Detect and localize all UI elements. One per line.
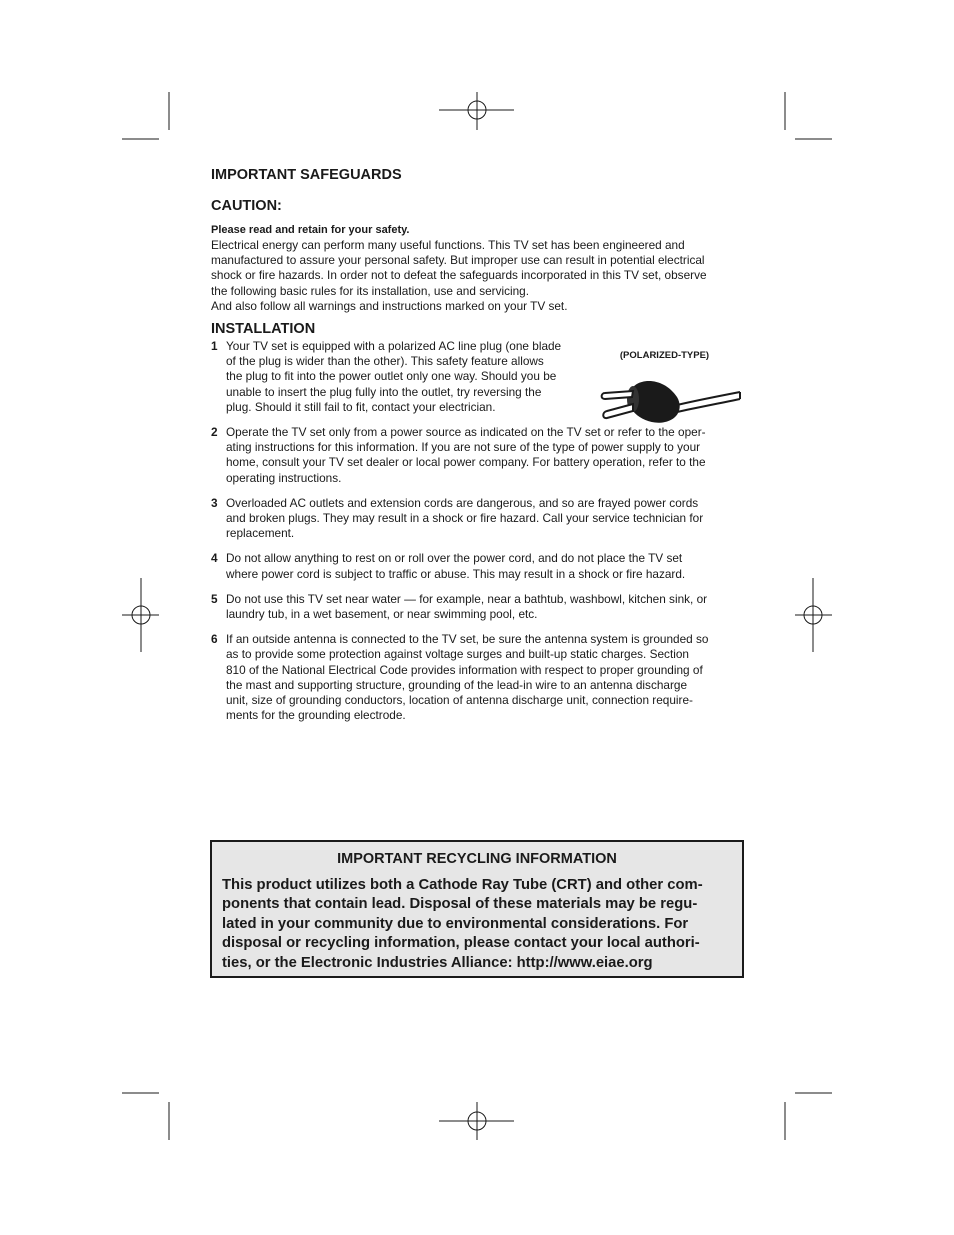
item-line: Overloaded AC outlets and extension cords are dangerous, and so are frayed power cords [226, 495, 699, 510]
figure-caption: (POLARIZED-TYPE) [619, 350, 710, 361]
recycling-title: IMPORTANT RECYCLING INFORMATION [337, 851, 617, 867]
plug-figure [599, 350, 744, 433]
item-line: and broken plugs. They may result in a shock or fire hazard. Call your service technician for [226, 511, 704, 526]
safeguards-content [211, 166, 743, 723]
item-line: as to provide some protection against voltage surges and built-up static charges. Section [226, 647, 689, 662]
item-number: 5 [211, 591, 218, 606]
item-number: 1 [211, 339, 218, 354]
item-line: Your TV set is equipped with a polarized AC line plug (one blade [226, 339, 562, 354]
item-line: of the plug is wider than the other). This safety feature allows [226, 354, 544, 369]
caution-heading: CAUTION: [211, 198, 282, 214]
page-title: IMPORTANT SAFEGUARDS [211, 167, 402, 183]
caution-line: shock or fire hazards. In order not to defeat the safeguards incorporated in this TV set, observe [211, 268, 707, 283]
item-line: laundry tub, in a wet basement, or near swimming pool, etc. [226, 607, 538, 622]
item-line: the plug to fit into the power outlet only one way. Should you be [226, 369, 557, 384]
recycling-line: ties, or the Electronic Industries Alliance: http://www.eiae.org [222, 954, 653, 971]
caution-line: And also follow all warnings and instructions marked on your TV set. [211, 298, 568, 313]
recycling-line: This product utilizes both a Cathode Ray Tube (CRT) and other com- [222, 877, 703, 893]
item-line: unable to insert the plug fully into the outlet, try reversing the [226, 384, 542, 399]
recycling-line: disposal or recycling information, please contact your local authori- [222, 935, 700, 952]
caution-section [211, 223, 743, 314]
item-line: the mast and supporting structure, grounding of the lead-in wire to an antenna discharge [226, 677, 688, 692]
item-line: replacement. [226, 526, 295, 541]
item-line: Do not use this TV set near water — for example, near a bathtub, washbowl, kitchen sink, or [226, 591, 708, 606]
item-line: home, consult your TV set dealer or local power company. For battery operation, refer to the [226, 455, 706, 470]
item-number: 3 [211, 495, 218, 510]
item-number: 6 [211, 632, 218, 647]
caution-lead: Please read and retain for your safety. [211, 224, 410, 236]
item-line: If an outside antenna is connected to the TV set, be sure the antenna system is grounded so [226, 632, 709, 647]
item-line: where power cord is subject to traffic or abuse. This may result in a shock or fire hazard. [226, 566, 686, 581]
list-item [211, 592, 743, 622]
recycling-line: lated in your community due to environmental considerations. For [222, 915, 689, 932]
caution-line: the following basic rules for its installation, use and servicing. [211, 283, 530, 298]
item-line: plug. Should it still fail to fit, contact your electrician. [226, 399, 496, 414]
item-line: 810 of the National Electrical Code provides information with respect to proper grounding of [226, 662, 703, 677]
item-line: ments for the grounding electrode. [226, 708, 406, 723]
list-item [211, 632, 743, 723]
item-line: unit, size of grounding conductors, location of antenna discharge unit, connection require- [226, 693, 693, 708]
list-item [211, 496, 743, 542]
caution-line: manufactured to assure your personal safety. But improper use can result in potential electrical [211, 253, 705, 268]
recycling-text [222, 876, 732, 973]
item-line: Operate the TV set only from a power source as indicated on the TV set or refer to the oper- [226, 425, 706, 440]
item-line: ating instructions for this information. If you are not sure of the type of power supply to your [226, 440, 701, 455]
list-item [211, 425, 743, 486]
item-number: 2 [211, 425, 218, 440]
item-number: 4 [211, 551, 218, 566]
recycling-box [210, 840, 744, 978]
installation-heading: INSTALLATION [211, 321, 316, 338]
caution-line: Electrical energy can perform many useful functions. This TV set has been engineered and [211, 238, 685, 252]
polarized-plug-icon [599, 367, 744, 433]
recycling-line: ponents that contain lead. Disposal of these materials may be regu- [222, 896, 698, 913]
list-item [211, 551, 743, 581]
item-line: operating instructions. [226, 470, 342, 485]
item-line: Do not allow anything to rest on or roll over the power cord, and do not place the TV set [226, 551, 683, 566]
